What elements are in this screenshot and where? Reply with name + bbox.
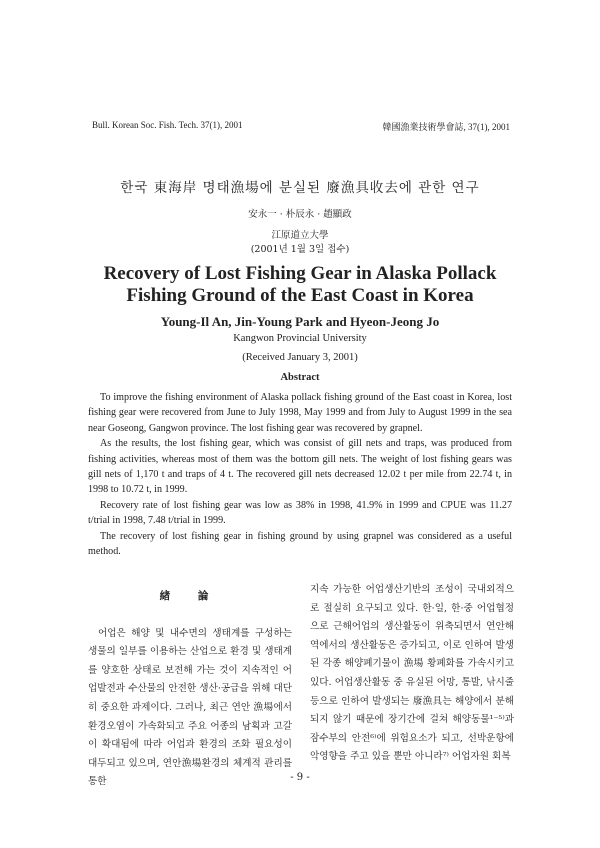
body-paragraph-right: 지속 가능한 어업생산기반의 조성이 국내외적으로 절실히 요구되고 있다. 한·일, 한·중 어업협정으로 근해어업의 생산활동이 위축되면서 연안해역에서의 생산활동은 증가되고, 이로 인하여 발생된 각종 해양폐기물이 漁場 황폐화를 가속시키고 있다. 어업생산활동 중 유실된 어망, 통발, 낚시줄 등으로 인하여 발생되는 廢漁具는 해양에서 분해되지 않기 때문에 장기간에 걸쳐 해양동물¹⁻⁵⁾과 잠수부의 안전⁶⁾에 위험요소가 되고, 선박운항에 악영향을 주고 있을 뿐만 아니라⁷⁾ 어업자원 회복 xyxy=(310,584,514,763)
english-title-line2: Fishing Ground of the East Coast in Korea xyxy=(126,285,474,306)
korean-authors: 安永一 · 朴辰永 · 趙顯政 xyxy=(248,209,352,220)
korean-affiliation: 江原道立大學 xyxy=(271,230,329,241)
english-authors: Young-Il An, Jin-Young Park and Hyeon-Jeong Jo xyxy=(160,314,440,329)
english-affiliation: Kangwon Provincial University xyxy=(233,333,367,344)
abstract-body xyxy=(88,390,512,559)
abstract-paragraph: As the results, the lost fishing gear, which was consist of gill nets and traps, was produced from fishing activities, whereas most of them was the bottom gill nets. The weight of lost fishing gears was gill nets of 1,170 t and traps of 4 t. The recovered gill nets decreased 12.02 t per mile from 22.74 t, in 1998 to 10.72 t, in 1999. xyxy=(88,438,512,496)
english-received-date: (Received January 3, 2001) xyxy=(242,352,358,363)
section-title-introduction: 緖 論 xyxy=(159,590,221,602)
body-paragraph-left: 어업은 해양 및 내수면의 생태계를 구성하는 생물의 일부를 이용하는 산업으로 환경 및 생태계를 양호한 상태로 보전해 가는 것이 지속적인 어업발전과 수산물의 안전한 생산·공급을 위해 대단히 중요한 과제이다. 그러나, 최근 연안 漁場에서 환경오염이 가속화되고 주요 어종의 남획과 고갈이 확대됨에 따라 어업과 환경의 조화 필요성이 대두되고 있으며, 연안漁場환경의 체계적 관리를 통한 xyxy=(88,627,292,788)
english-title-line1: Recovery of Lost Fishing Gear in Alaska Pollack xyxy=(103,263,497,284)
page-number: - 9 - xyxy=(290,772,310,783)
abstract-paragraph: Recovery rate of lost fishing gear was low as 38% in 1998, 41.9% in 1999 and CPUE was 11.27 t/trial in 1998, 7.48 t/trial in 1999. xyxy=(88,499,512,527)
abstract-heading: Abstract xyxy=(280,372,320,383)
korean-title: 한국 東海岸 명태漁場에 분실된 廢漁具收去에 관한 연구 xyxy=(120,180,480,196)
abstract-paragraph: To improve the fishing environment of Alaska pollack fishing ground of the East coast in Korea, lost fishing gear were recovered from June to July 1998, May 1999 and from July to August 1999 in the sea near Goseong, Gangwon province. The lost fishing gear was recovered by grapnel. xyxy=(88,392,512,434)
korean-received-date: (2001년 1월 3일 접수) xyxy=(250,244,350,255)
journal-header-korean: 韓國漁業技術學會誌, 37(1), 2001 xyxy=(382,122,510,132)
abstract-paragraph: The recovery of lost fishing gear in fishing ground by using grapnel was considered as a useful method. xyxy=(88,530,512,558)
body-left-column xyxy=(88,583,292,792)
journal-header-english: Bull. Korean Soc. Fish. Tech. 37(1), 2001 xyxy=(92,120,243,130)
body-right-column xyxy=(310,581,514,767)
english-title xyxy=(0,263,600,307)
